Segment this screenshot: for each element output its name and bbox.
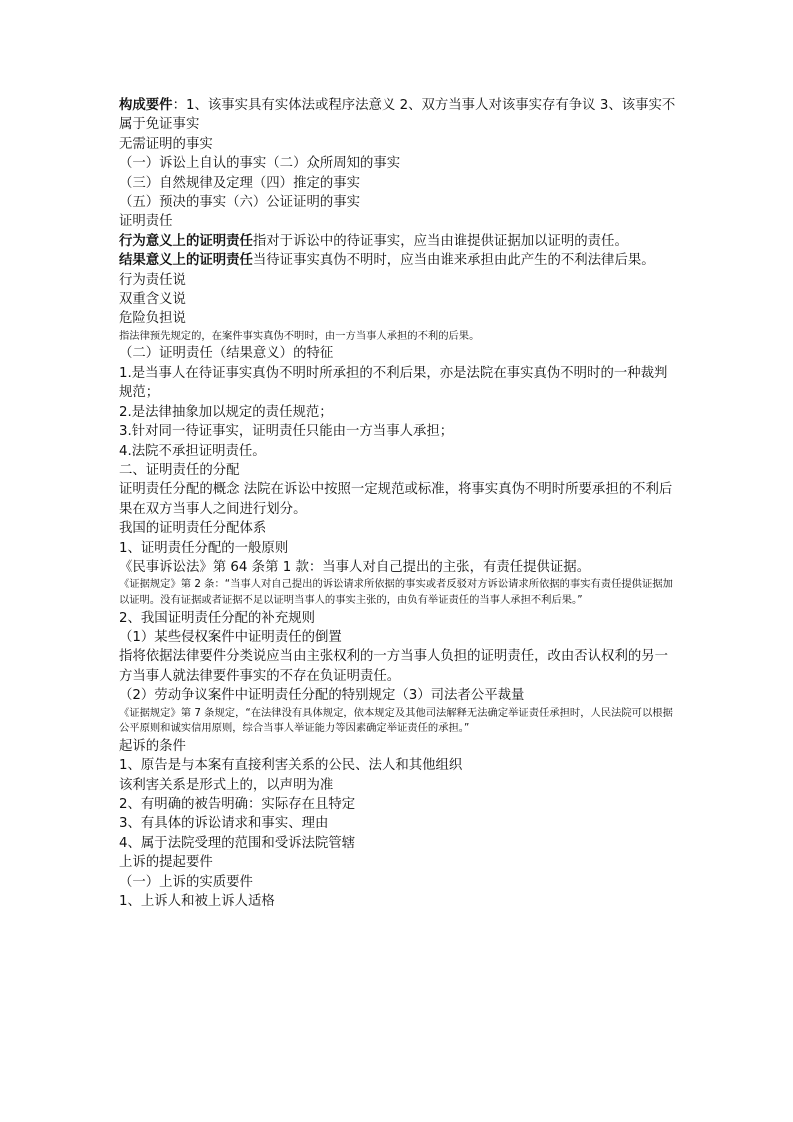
text-paragraph — [119, 364, 679, 403]
paragraph-text: 1、原告是与本案有直接利害关系的公民、法人和其他组织 — [119, 758, 463, 774]
paragraph-text: 1.是当事人在待证事实真伪不明时所承担的不利后果，亦是法院在事实真伪不明时的一种裁判规范； — [119, 365, 668, 401]
paragraph-text: 该利害关系是形式上的，以声明为准 — [119, 777, 334, 793]
text-paragraph — [119, 403, 679, 422]
paragraph-text: 无需证明的事实 — [119, 136, 213, 152]
paragraph-text: （2）劳动争议案件中证明责任分配的特别规定（3）司法者公平裁量 — [119, 688, 525, 704]
paragraph-text: 3、有具体的诉讼请求和事实、理由 — [119, 816, 329, 832]
text-paragraph — [119, 422, 679, 441]
paragraph-text: 4、属于法院受理的范围和受诉法院管辖 — [119, 835, 356, 851]
paragraph-text: 双重含义说 — [119, 292, 186, 308]
paragraph-text: 3.针对同一待证事实，证明责任只能由一方当事人承担； — [119, 424, 454, 440]
small-note-paragraph — [119, 577, 679, 608]
text-paragraph — [119, 737, 679, 756]
text-paragraph — [119, 290, 679, 309]
text-paragraph — [119, 212, 679, 231]
paragraph-text: （三）自然规律及定理（四）推定的事实 — [119, 175, 361, 191]
text-paragraph — [119, 193, 679, 212]
paragraph-text: 我国的证明责任分配体系 — [119, 521, 267, 537]
paragraph-text: 4.法院不承担证明责任。 — [119, 443, 266, 459]
small-note-paragraph — [119, 329, 679, 345]
text-paragraph — [119, 539, 679, 558]
paragraph-text: 《证据规定》第 2 条：“当事人对自己提出的诉讼请求所依据的事实或者反驳对方诉讼请求所依据的事实有责任提供证据加以证明。没有证据或者证据不足以证明当事人的事实主张的，由负有举证责任的当事人承担不利后果。” — [119, 578, 673, 606]
paragraph-text: 1、上诉人和被上诉人适格 — [119, 894, 275, 909]
text-paragraph — [119, 251, 679, 270]
text-paragraph — [119, 814, 679, 833]
text-paragraph — [119, 628, 679, 647]
bold-term: 构成要件 — [119, 98, 173, 113]
text-paragraph — [119, 135, 679, 154]
text-paragraph — [119, 776, 679, 795]
paragraph-text: （五）预决的事实（六）公证证明的事实 — [119, 195, 361, 211]
text-paragraph — [119, 96, 679, 135]
document-body — [119, 96, 679, 911]
text-paragraph — [119, 834, 679, 853]
text-paragraph — [119, 232, 679, 251]
text-paragraph — [119, 892, 679, 911]
paragraph-text: 《证据规定》第 7 条规定，“在法律没有具体规定，依本规定及其他司法解释无法确定举证责任承担时，人民法院可以根据公平原则和诚实信用原则，综合当事人举证能力等因素确定举证责任的承担。” — [119, 706, 673, 735]
bold-term: 结果意义上的证明责任 — [119, 253, 253, 269]
paragraph-text: 起诉的条件 — [119, 738, 186, 754]
paragraph-text: 证明责任 — [119, 214, 173, 230]
text-paragraph — [119, 853, 679, 872]
paragraph-text: 危险负担说 — [119, 311, 186, 327]
small-note-paragraph — [119, 706, 679, 737]
text-paragraph — [119, 873, 679, 892]
text-paragraph — [119, 609, 679, 628]
paragraph-text: 上诉的提起要件 — [119, 855, 213, 871]
paragraph-text: 证明责任分配的概念 法院在诉讼中按照一定规范或标准，将事实真伪不明时所要承担的不利后果在双方当事人之间进行划分。 — [119, 482, 673, 517]
text-paragraph — [119, 686, 679, 705]
text-paragraph — [119, 519, 679, 538]
text-paragraph — [119, 271, 679, 290]
text-paragraph — [119, 461, 679, 480]
paragraph-text: 2、有明确的被告明确：实际存在且特定 — [119, 796, 356, 812]
text-paragraph — [119, 344, 679, 363]
paragraph-text: 《民事诉讼法》第 64 条第 1 款：当事人对自己提出的主张，有责任提供证据。 — [119, 559, 591, 575]
text-paragraph — [119, 647, 679, 686]
text-paragraph — [119, 309, 679, 328]
text-paragraph — [119, 480, 679, 519]
paragraph-text: 2.是法律抽象加以规定的责任规范； — [119, 404, 333, 420]
text-paragraph — [119, 174, 679, 193]
paragraph-text: 当待证事实真伪不明时，应当由谁来承担由此产生的不利法律后果。 — [252, 253, 655, 269]
text-paragraph — [119, 795, 679, 814]
bold-term: 行为意义上的证明责任 — [119, 233, 253, 249]
text-paragraph — [119, 756, 679, 775]
text-paragraph — [119, 442, 679, 461]
paragraph-text: （1）某些侵权案件中证明责任的倒置 — [119, 629, 342, 645]
paragraph-text: ：1、该事实具有实体法或程序法意义 2、双方当事人对该事实存有争议 3、该事实不属于免证事实 — [119, 98, 676, 133]
paragraph-text: 指将依据法律要件分类说应当由主张权利的一方当事人负担的证明责任，改由否认权利的另一方当事人就法律要件事实的不存在负证明责任。 — [119, 649, 669, 684]
paragraph-text: 行为责任说 — [119, 272, 186, 288]
paragraph-text: （二）证明责任（结果意义）的特征 — [119, 346, 334, 362]
paragraph-text: 二、证明责任的分配 — [119, 462, 240, 478]
paragraph-text: （一）上诉的实质要件 — [119, 874, 253, 890]
text-paragraph — [119, 154, 679, 173]
text-paragraph — [119, 558, 679, 577]
paragraph-text: 指对于诉讼中的待证事实，应当由谁提供证据加以证明的责任。 — [252, 233, 628, 249]
paragraph-text: 指法律预先规定的，在案件事实真伪不明时，由一方当事人承担的不利的后果。 — [119, 329, 480, 342]
paragraph-text: 1、证明责任分配的一般原则 — [119, 540, 289, 556]
paragraph-text: （一）诉讼上自认的事实（二）众所周知的事实 — [119, 156, 401, 172]
paragraph-text: 2、我国证明责任分配的补充规则 — [119, 610, 315, 626]
